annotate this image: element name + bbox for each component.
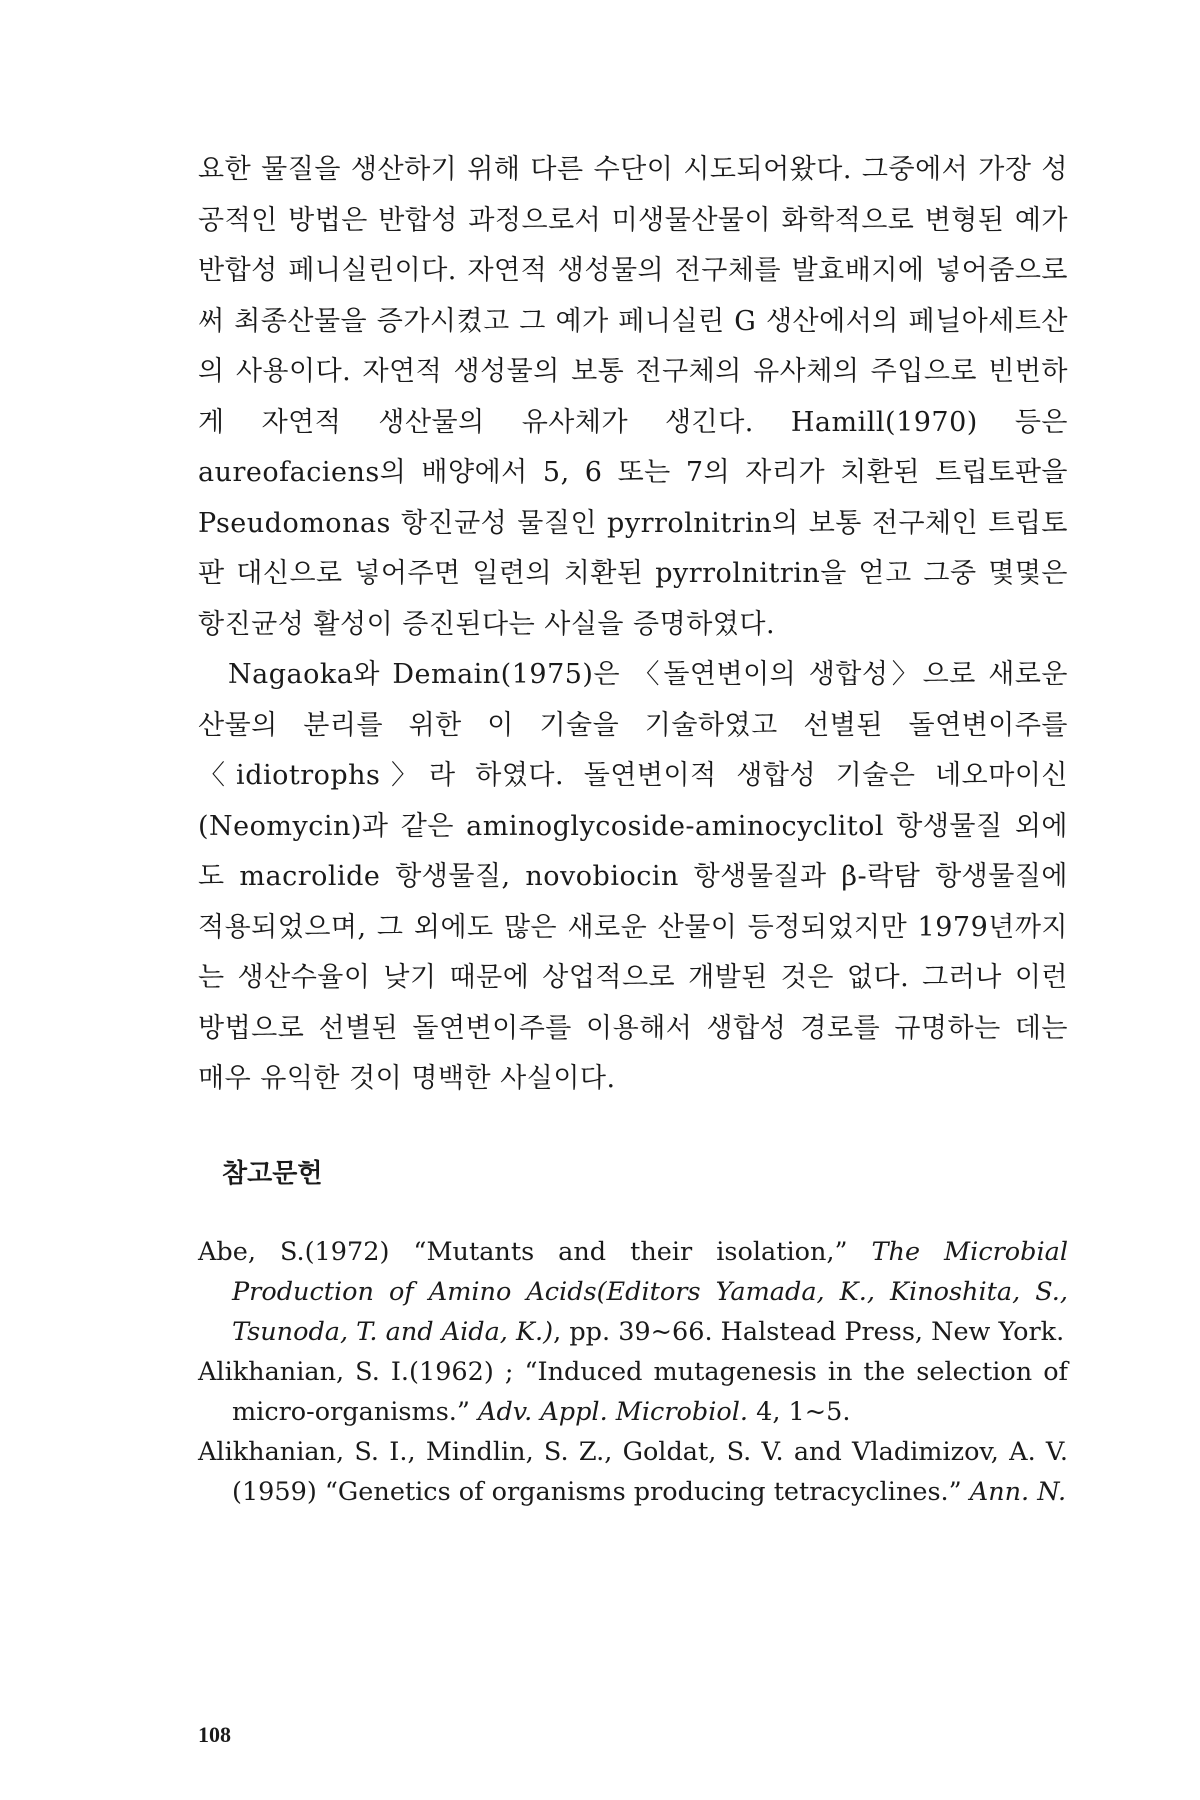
- reference-item: [198, 1232, 1068, 1352]
- reference-text: Alikhanian, S. I., Mindlin, S. Z., Goldat, S. V. and Vladimizov, A. V. (1959) “Genetics of organisms producing tetracyclines.”: [198, 1437, 1068, 1507]
- reference-pages: , pp. 39~66. Halstead Press, New York.: [553, 1317, 1065, 1347]
- reference-source: Adv. Appl. Microbiol.: [478, 1397, 748, 1427]
- references-title: 참고문헌: [222, 1159, 323, 1189]
- paragraph-1: 요한 물질을 생산하기 위해 다른 수단이 시도되어왔다. 그중에서 가장 성공적인 방법은 반합성 과정으로서 미생물산물이 화학적으로 변형된 예가 반합성 페니실린이다. 자연적 생성물의 전구체를 발효배지에 넣어줌으로써 최종산물을 증가시켰고 그 예가 페니실린 G 생산에서의 페닐아세트산의 사용이다. 자연적 생성물의 보통 전구체의 유사체의 주입으로 빈번하게 자연적 생산물의 유사체가 생긴다. Hamill(1970) 등은 aureofaciens의 배양에서 5, 6 또는 7의 자리가 치환된 트립토판을 Pseudomonas 항진균성 물질인 pyrrolnitrin의 보통 전구체인 트립토판 대신으로 넣어주면 일련의 치환된 pyrrolnitrin을 얻고 그중 몇몇은 항진균성 활성이 증진된다는 사실을 증명하였다.: [198, 154, 1068, 640]
- reference-text: Alikhanian, S. I.(1962) ; “Induced mutagenesis in the selection of micro-organisms.”: [198, 1357, 1068, 1427]
- body-text: [198, 145, 1068, 1105]
- page-number: 108: [198, 1722, 231, 1747]
- paragraph-2: Nagaoka와 Demain(1975)은 〈돌연변이의 생합성〉으로 새로운 산물의 분리를 위한 이 기술을 기술하였고 선별된 돌연변이주를 〈idiotrophs〉라 하였다. 돌연변이적 생합성 기술은 네오마이신(Neomycin)과 같은 aminoglycoside-aminocyclitol 항생물질 외에도 macrolide 항생물질, novobiocin 항생물질과 β-락탐 항생물질에 적용되었으며, 그 외에도 많은 새로운 산물이 등정되었지만 1979년까지는 생산수율이 낮기 때문에 상업적으로 개발된 것은 없다. 그러나 이런 방법으로 선별된 돌연변이주를 이용해서 생합성 경로를 규명하는 데는 매우 유익한 것이 명백한 사실이다.: [198, 659, 1068, 1094]
- reference-pages: 4, 1~5.: [747, 1397, 851, 1427]
- reference-text: Abe, S.(1972) “Mutants and their isolation,”: [198, 1237, 872, 1267]
- reference-item: [198, 1352, 1068, 1432]
- reference-source: The Microbial Production of Amino Acids(Editors Yamada, K., Kinoshita, S., Tsunoda, T. and Aida, K.): [232, 1237, 1068, 1347]
- reference-source: Ann. N.: [969, 1477, 1067, 1507]
- page-body: [198, 145, 1068, 1105]
- reference-item: [198, 1432, 1068, 1512]
- references-list: [198, 1232, 1068, 1512]
